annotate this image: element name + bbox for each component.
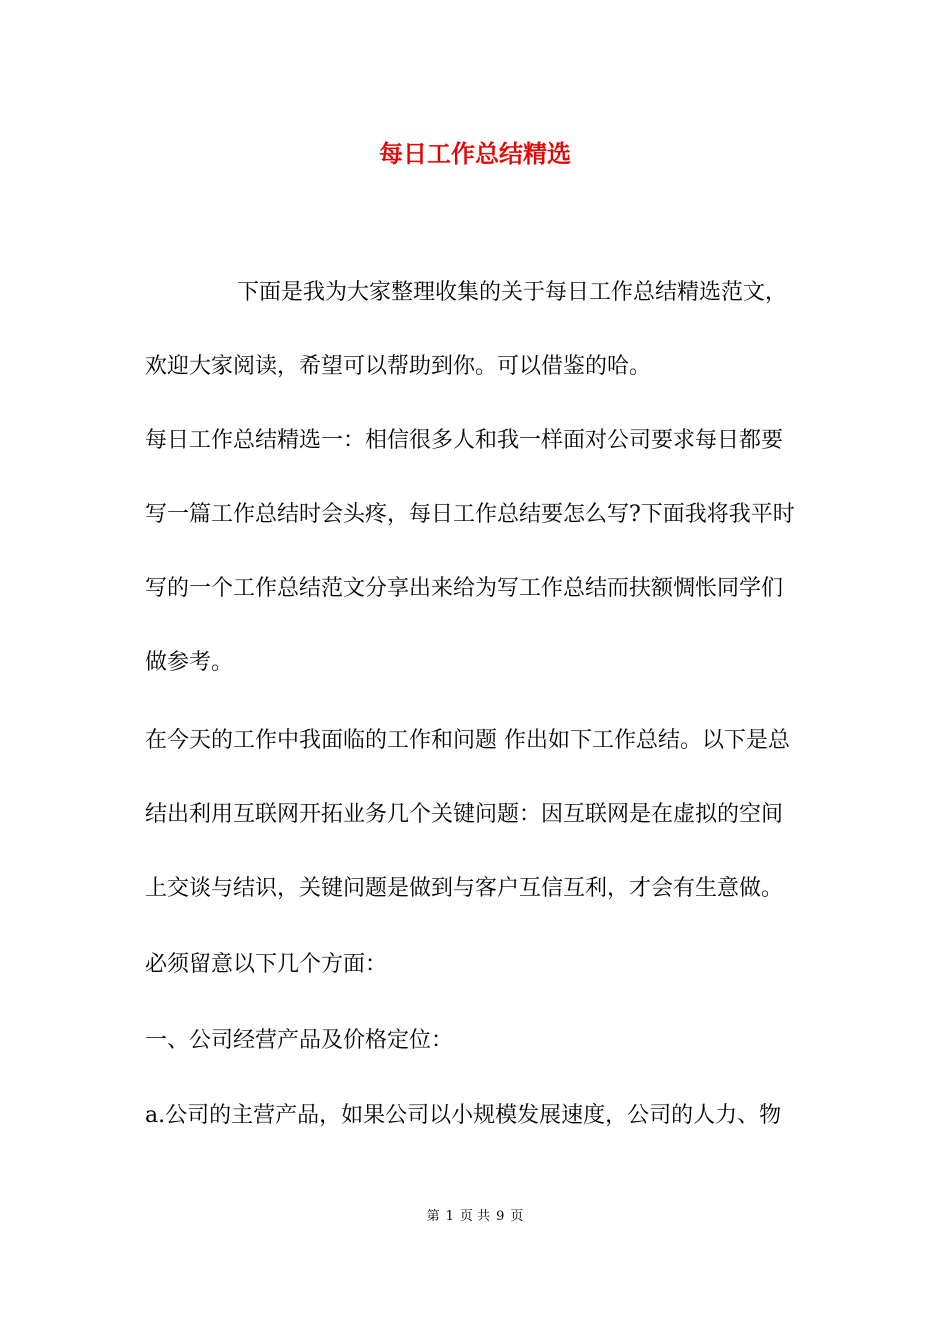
paragraph-line: 上交谈与结识，关键问题是做到与客户互信互利，才会有生意做。 bbox=[145, 876, 784, 901]
paragraph-line: 结出利用互联网开拓业务几个关键问题：因互联网是在虚拟的空间 bbox=[145, 802, 784, 827]
paragraph-line: 一、公司经营产品及价格定位： bbox=[145, 1028, 454, 1053]
paragraph-line: 必须留意以下几个方面： bbox=[145, 952, 388, 977]
document-title: 每日工作总结精选 bbox=[379, 139, 571, 168]
paragraph-line: 写一篇工作总结时会头疼，每日工作总结要怎么写?下面我将我平时 bbox=[145, 502, 795, 527]
footer-middle: 页 共 bbox=[459, 1209, 491, 1224]
footer-suffix: 页 bbox=[510, 1209, 524, 1224]
paragraph-line: a.公司的主营产品，如果公司以小规模发展速度，公司的人力、物 bbox=[145, 1103, 782, 1128]
paragraph-line: 做参考。 bbox=[145, 650, 234, 675]
page-number-footer bbox=[0, 1207, 950, 1227]
footer-total-pages: 9 bbox=[496, 1209, 505, 1224]
paragraph-line: 每日工作总结精选一：相信很多人和我一样面对公司要求每日都要 bbox=[145, 428, 784, 453]
footer-page-number: 1 bbox=[445, 1209, 454, 1224]
paragraph-line: 下面是我为大家整理收集的关于每日工作总结精选范文， bbox=[237, 280, 788, 305]
paragraph-line: 写的一个工作总结范文分享出来给为写工作总结而扶额惆怅同学们 bbox=[145, 576, 784, 601]
paragraph-line: 欢迎大家阅读，希望可以帮助到你。可以借鉴的哈。 bbox=[145, 354, 652, 379]
paragraph-line: 在今天的工作中我面临的工作和问题 作出如下工作总结。以下是总 bbox=[145, 728, 790, 753]
footer-prefix: 第 bbox=[426, 1209, 440, 1224]
